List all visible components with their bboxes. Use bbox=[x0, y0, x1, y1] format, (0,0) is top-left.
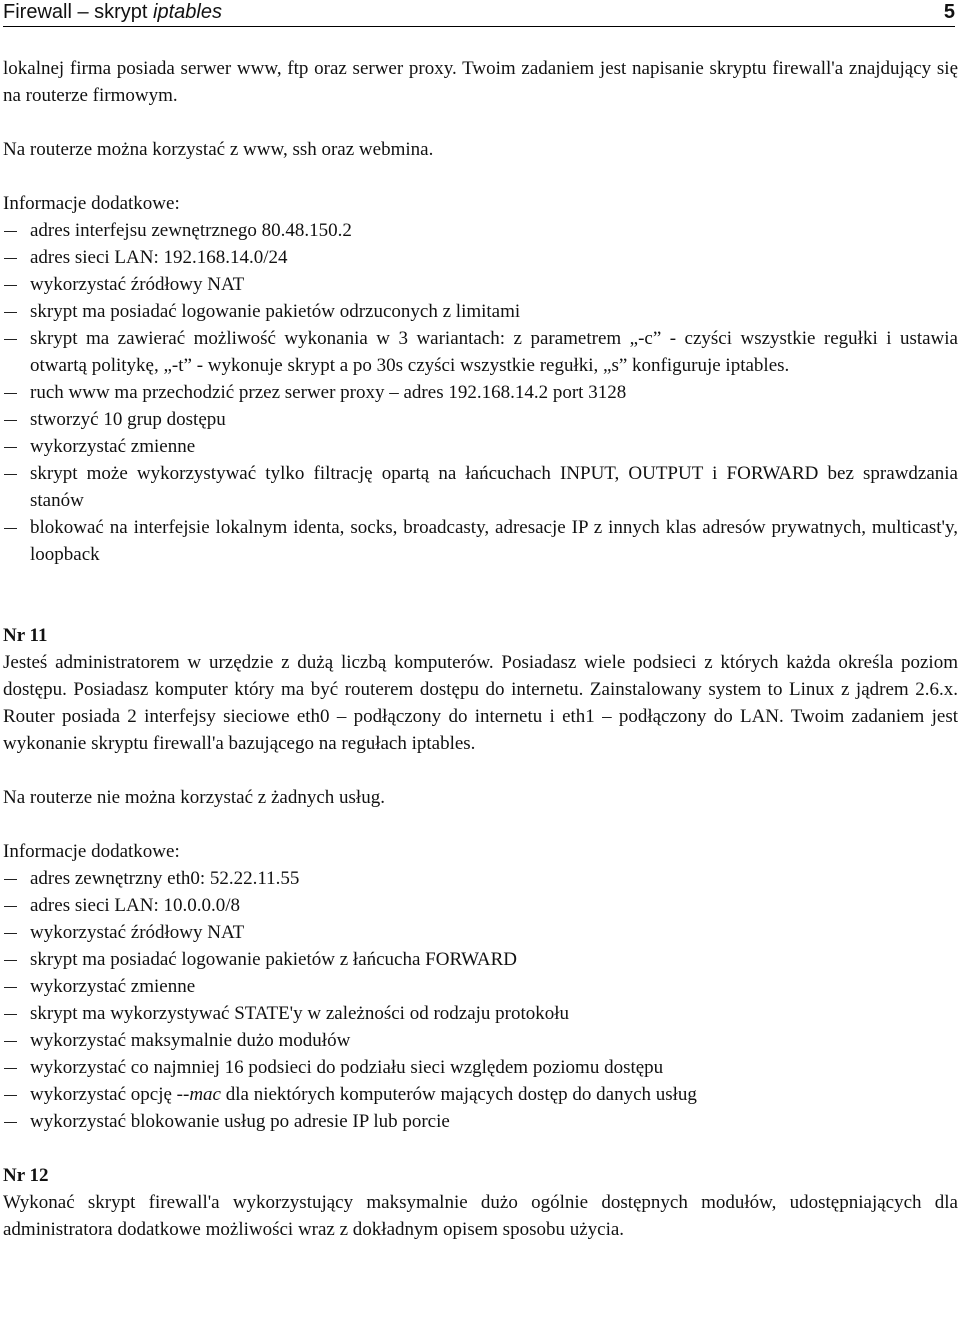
list-item: adres sieci LAN: 192.168.14.0/24 bbox=[3, 244, 958, 271]
list-item: wykorzystać źródłowy NAT bbox=[3, 919, 958, 946]
section2-list bbox=[3, 865, 958, 1135]
list-item: wykorzystać źródłowy NAT bbox=[3, 271, 958, 298]
mac-option: mac bbox=[189, 1084, 221, 1105]
list-item: adres zewnętrzny eth0: 52.22.11.55 bbox=[3, 865, 958, 892]
section1-intro: lokalnej firma posiada serwer www, ftp oraz serwer proxy. Twoim zadaniem jest napisanie skryptu firewall'a znajdujący się na routerze firmowym. bbox=[3, 58, 958, 106]
section1-services: Na routerze można korzystać z www, ssh oraz webmina. bbox=[3, 139, 434, 160]
list-item: skrypt może wykorzystywać tylko filtrację opartą na łańcuchach INPUT, OUTPUT i FORWARD bez sprawdzania stanów bbox=[3, 460, 958, 514]
list-item: skrypt ma posiadać logowanie pakietów odrzuconych z limitami bbox=[3, 298, 958, 325]
section1-info-label: Informacje dodatkowe: bbox=[3, 193, 180, 214]
section2-info-label: Informacje dodatkowe: bbox=[3, 841, 180, 862]
section2-services: Na routerze nie można korzystać z żadnych usług. bbox=[3, 787, 385, 808]
section2-intro: Jesteś administratorem w urzędzie z dużą liczbą komputerów. Posiadasz wiele podsieci z których każda określa poziom dostępu. Posiadasz komputer który ma być routerem dostępu do internetu. Zainstalowany system to Linux z jądrem 2.6.x. Router posiada 2 interfejsy sieciowe eth0 – podłączony do internetu i eth1 – podłączony do LAN. Twoim zadaniem jest wykonanie skryptu firewall'a bazującego na regułach iptables. bbox=[3, 652, 958, 754]
list-item: ruch www ma przechodzić przez serwer proxy – adres 192.168.14.2 port 3128 bbox=[3, 379, 958, 406]
page-number: 5 bbox=[943, 1, 955, 23]
list-item: skrypt ma zawierać możliwość wykonania w 3 wariantach: z parametrem „-c” - czyści wszystkie regułki i ustawia otwartą politykę, „-t” - wykonuje skrypt a po 30s czyści wszystkie regułki, „s” konfiguruje iptables. bbox=[3, 325, 958, 379]
page-header bbox=[3, 0, 955, 27]
list-item: adres interfejsu zewnętrznego 80.48.150.2 bbox=[3, 217, 958, 244]
list-item: wykorzystać co najmniej 16 podsieci do podziału sieci względem poziomu dostępu bbox=[3, 1054, 958, 1081]
list-item: wykorzystać zmienne bbox=[3, 973, 958, 1000]
section1-list bbox=[3, 217, 958, 568]
list-item: skrypt ma posiadać logowanie pakietów z łańcucha FORWARD bbox=[3, 946, 958, 973]
list-item: stworzyć 10 grup dostępu bbox=[3, 406, 958, 433]
list-item: wykorzystać opcję --mac dla niektórych komputerów mających dostęp do danych usług bbox=[3, 1081, 958, 1108]
list-item: skrypt ma wykorzystywać STATE'y w zależności od rodzaju protokołu bbox=[3, 1000, 958, 1027]
document-body bbox=[3, 55, 958, 1243]
header-title-italic: iptables bbox=[153, 1, 222, 23]
list-item: blokować na interfejsie lokalnym identa, socks, broadcasty, adresacje IP z innych klas adresów prywatnych, multicast'y, loopback bbox=[3, 514, 958, 568]
list-item: adres sieci LAN: 10.0.0.0/8 bbox=[3, 892, 958, 919]
header-title: Firewall – skrypt iptables bbox=[3, 1, 222, 23]
list-item: wykorzystać maksymalnie dużo modułów bbox=[3, 1027, 958, 1054]
section3-text: Wykonać skrypt firewall'a wykorzystujący maksymalnie dużo ogólnie dostępnych modułów, udostępniających dla administratora dodatkowe możliwości wraz z dokładnym opisem sposobu użycia. bbox=[3, 1192, 958, 1240]
section2-heading: Nr 11 bbox=[3, 625, 48, 646]
list-item: wykorzystać blokowanie usług po adresie IP lub porcie bbox=[3, 1108, 958, 1135]
list-item: wykorzystać zmienne bbox=[3, 433, 958, 460]
section3-heading: Nr 12 bbox=[3, 1165, 49, 1186]
